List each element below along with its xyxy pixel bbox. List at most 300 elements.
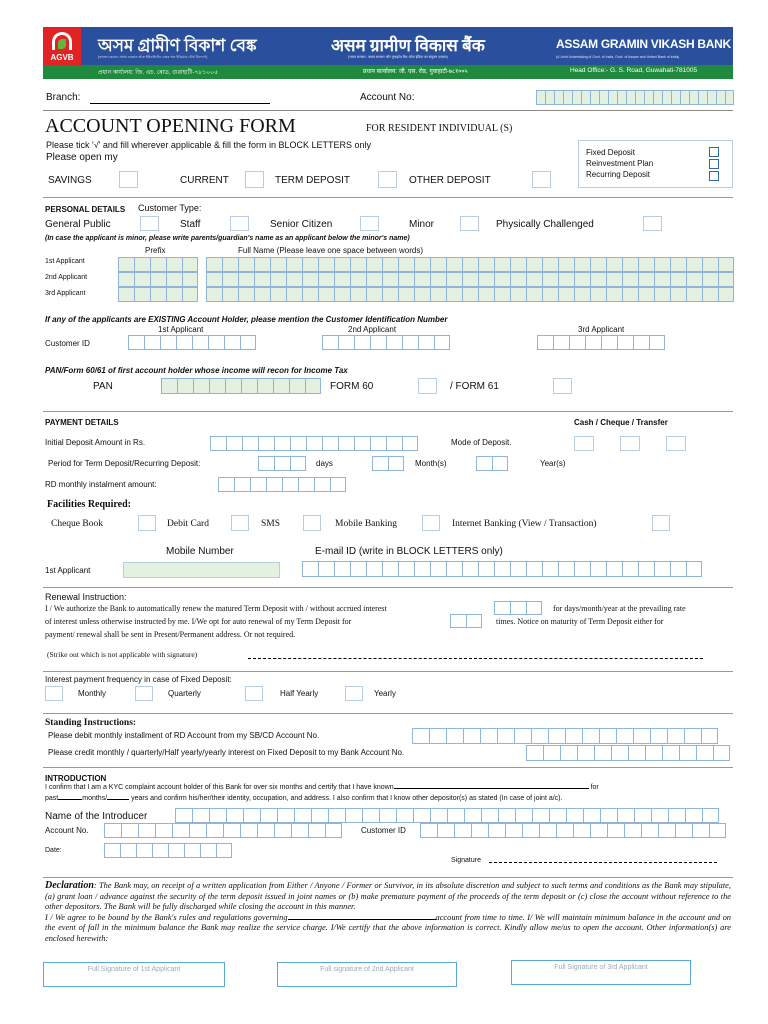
input-cell[interactable] — [418, 335, 434, 350]
customer-id-1[interactable] — [128, 335, 256, 350]
input-cell[interactable] — [702, 287, 718, 302]
input-cell[interactable] — [662, 745, 679, 761]
input-cell[interactable] — [160, 335, 176, 350]
input-cell[interactable] — [645, 745, 662, 761]
input-cell[interactable] — [193, 378, 209, 394]
input-cell[interactable] — [617, 335, 633, 350]
input-cell[interactable] — [414, 272, 430, 287]
period-years[interactable] — [476, 456, 508, 471]
customer-id-2[interactable] — [322, 335, 450, 350]
input-cell[interactable] — [311, 808, 328, 823]
input-cell[interactable] — [382, 287, 398, 302]
input-cell[interactable] — [134, 287, 150, 302]
input-cell[interactable] — [505, 823, 522, 838]
input-cell[interactable] — [543, 745, 560, 761]
input-cell[interactable] — [430, 808, 447, 823]
input-cell[interactable] — [208, 335, 224, 350]
general-public-checkbox[interactable] — [140, 216, 159, 231]
input-cell[interactable] — [226, 436, 242, 451]
input-cell[interactable] — [718, 272, 734, 287]
input-cell[interactable] — [314, 477, 330, 492]
input-cell[interactable] — [306, 436, 322, 451]
pan-field[interactable] — [161, 378, 321, 394]
input-cell[interactable] — [144, 335, 160, 350]
input-cell[interactable] — [668, 808, 685, 823]
input-cell[interactable] — [671, 90, 680, 105]
input-cell[interactable] — [539, 823, 556, 838]
input-cell[interactable] — [498, 808, 515, 823]
input-cell[interactable] — [573, 823, 590, 838]
input-cell[interactable] — [447, 808, 464, 823]
senior-citizen-checkbox[interactable] — [360, 216, 379, 231]
input-cell[interactable] — [670, 561, 686, 577]
fixed-deposit-checkbox[interactable] — [709, 147, 719, 157]
input-cell[interactable] — [446, 287, 462, 302]
input-cell[interactable] — [581, 90, 590, 105]
input-cell[interactable] — [334, 287, 350, 302]
input-cell[interactable] — [138, 823, 155, 838]
input-cell[interactable] — [684, 728, 701, 744]
input-cell[interactable] — [638, 561, 654, 577]
savings-checkbox[interactable] — [119, 171, 138, 188]
input-cell[interactable] — [718, 257, 734, 272]
input-cell[interactable] — [463, 728, 480, 744]
input-cell[interactable] — [510, 272, 526, 287]
input-cell[interactable] — [542, 287, 558, 302]
input-cell[interactable] — [556, 823, 573, 838]
input-cell[interactable] — [338, 436, 354, 451]
input-cell[interactable] — [585, 335, 601, 350]
input-cell[interactable] — [270, 257, 286, 272]
input-cell[interactable] — [166, 287, 182, 302]
reinvestment-checkbox[interactable] — [709, 159, 719, 169]
input-cell[interactable] — [446, 272, 462, 287]
input-cell[interactable] — [318, 561, 334, 577]
input-cell[interactable] — [420, 823, 437, 838]
input-cell[interactable] — [702, 272, 718, 287]
input-cell[interactable] — [318, 257, 334, 272]
input-cell[interactable] — [152, 843, 168, 858]
fd-credit-account-field[interactable] — [526, 745, 730, 761]
input-cell[interactable] — [622, 561, 638, 577]
input-cell[interactable] — [531, 728, 548, 744]
input-cell[interactable] — [430, 272, 446, 287]
input-cell[interactable] — [414, 257, 430, 272]
minor-checkbox[interactable] — [460, 216, 479, 231]
input-cell[interactable] — [635, 90, 644, 105]
input-cell[interactable] — [308, 823, 325, 838]
input-cell[interactable] — [298, 477, 314, 492]
input-cell[interactable] — [294, 808, 311, 823]
debit-card-checkbox[interactable] — [231, 515, 249, 531]
input-cell[interactable] — [273, 378, 289, 394]
input-cell[interactable] — [654, 257, 670, 272]
renewal-times-field[interactable] — [450, 614, 482, 628]
input-cell[interactable] — [254, 272, 270, 287]
input-cell[interactable] — [177, 378, 193, 394]
renewal-period-field[interactable] — [494, 601, 542, 615]
input-cell[interactable] — [662, 90, 671, 105]
input-cell[interactable] — [522, 823, 539, 838]
input-cell[interactable] — [494, 272, 510, 287]
input-cell[interactable] — [206, 257, 222, 272]
input-cell[interactable] — [622, 287, 638, 302]
input-cell[interactable] — [649, 335, 665, 350]
mobile-banking-checkbox[interactable] — [422, 515, 440, 531]
input-cell[interactable] — [624, 823, 641, 838]
input-cell[interactable] — [680, 90, 689, 105]
input-cell[interactable] — [104, 823, 121, 838]
input-cell[interactable] — [222, 287, 238, 302]
input-cell[interactable] — [350, 561, 366, 577]
prefix-row-1[interactable] — [118, 257, 198, 272]
input-cell[interactable] — [134, 257, 150, 272]
input-cell[interactable] — [274, 436, 290, 451]
strike-signature-line[interactable] — [248, 658, 703, 659]
input-cell[interactable] — [608, 90, 617, 105]
input-cell[interactable] — [388, 456, 404, 471]
input-cell[interactable] — [510, 561, 526, 577]
input-cell[interactable] — [725, 90, 734, 105]
input-cell[interactable] — [545, 90, 554, 105]
input-cell[interactable] — [626, 90, 635, 105]
input-cell[interactable] — [583, 808, 600, 823]
input-cell[interactable] — [398, 561, 414, 577]
input-cell[interactable] — [362, 808, 379, 823]
input-cell[interactable] — [594, 745, 611, 761]
input-cell[interactable] — [277, 808, 294, 823]
input-cell[interactable] — [558, 287, 574, 302]
input-cell[interactable] — [260, 808, 277, 823]
mode-cash-box[interactable] — [574, 436, 594, 451]
account-no-field[interactable] — [536, 90, 734, 105]
input-cell[interactable] — [577, 745, 594, 761]
input-cell[interactable] — [382, 272, 398, 287]
input-cell[interactable] — [412, 728, 429, 744]
input-cell[interactable] — [572, 90, 581, 105]
input-cell[interactable] — [590, 90, 599, 105]
input-cell[interactable] — [274, 456, 290, 471]
input-cell[interactable] — [462, 287, 478, 302]
input-cell[interactable] — [270, 287, 286, 302]
input-cell[interactable] — [565, 728, 582, 744]
input-cell[interactable] — [617, 90, 626, 105]
input-cell[interactable] — [481, 808, 498, 823]
input-cell[interactable] — [686, 287, 702, 302]
input-cell[interactable] — [600, 808, 617, 823]
input-cell[interactable] — [274, 823, 291, 838]
input-cell[interactable] — [305, 378, 321, 394]
input-cell[interactable] — [372, 456, 388, 471]
input-cell[interactable] — [182, 257, 198, 272]
introducer-name-field[interactable] — [175, 808, 719, 823]
form60-checkbox[interactable] — [418, 378, 437, 394]
input-cell[interactable] — [611, 745, 628, 761]
mode-transfer-box[interactable] — [666, 436, 686, 451]
input-cell[interactable] — [606, 561, 622, 577]
input-cell[interactable] — [398, 287, 414, 302]
input-cell[interactable] — [654, 287, 670, 302]
input-cell[interactable] — [257, 823, 274, 838]
prefix-row-3[interactable] — [118, 287, 198, 302]
input-cell[interactable] — [478, 287, 494, 302]
input-cell[interactable] — [476, 456, 492, 471]
input-cell[interactable] — [206, 823, 223, 838]
input-cell[interactable] — [526, 561, 542, 577]
input-cell[interactable] — [590, 272, 606, 287]
input-cell[interactable] — [606, 287, 622, 302]
input-cell[interactable] — [560, 745, 577, 761]
input-cell[interactable] — [638, 257, 654, 272]
input-cell[interactable] — [258, 456, 274, 471]
input-cell[interactable] — [266, 477, 282, 492]
input-cell[interactable] — [462, 272, 478, 287]
input-cell[interactable] — [702, 808, 719, 823]
input-cell[interactable] — [494, 257, 510, 272]
input-cell[interactable] — [622, 272, 638, 287]
input-cell[interactable] — [510, 601, 526, 615]
input-cell[interactable] — [330, 477, 346, 492]
input-cell[interactable] — [350, 287, 366, 302]
input-cell[interactable] — [318, 272, 334, 287]
input-cell[interactable] — [478, 257, 494, 272]
introducer-signature-line[interactable] — [489, 862, 717, 863]
input-cell[interactable] — [542, 257, 558, 272]
input-cell[interactable] — [685, 808, 702, 823]
signature-applicant-3[interactable]: Full Signature of 3rd Applicant — [511, 960, 691, 985]
input-cell[interactable] — [206, 272, 222, 287]
input-cell[interactable] — [161, 378, 177, 394]
input-cell[interactable] — [478, 561, 494, 577]
input-cell[interactable] — [696, 745, 713, 761]
input-cell[interactable] — [238, 257, 254, 272]
input-cell[interactable] — [446, 257, 462, 272]
input-cell[interactable] — [574, 257, 590, 272]
input-cell[interactable] — [434, 335, 450, 350]
input-cell[interactable] — [606, 257, 622, 272]
input-cell[interactable] — [542, 272, 558, 287]
input-cell[interactable] — [254, 287, 270, 302]
input-cell[interactable] — [366, 272, 382, 287]
input-cell[interactable] — [150, 272, 166, 287]
input-cell[interactable] — [322, 436, 338, 451]
input-cell[interactable] — [325, 823, 342, 838]
input-cell[interactable] — [414, 287, 430, 302]
input-cell[interactable] — [328, 808, 345, 823]
input-cell[interactable] — [322, 335, 338, 350]
input-cell[interactable] — [510, 257, 526, 272]
full-name-row-1[interactable] — [206, 257, 734, 272]
form61-checkbox[interactable] — [553, 378, 572, 394]
input-cell[interactable] — [563, 90, 572, 105]
input-cell[interactable] — [471, 823, 488, 838]
input-cell[interactable] — [670, 257, 686, 272]
input-cell[interactable] — [537, 335, 553, 350]
input-cell[interactable] — [222, 257, 238, 272]
input-cell[interactable] — [514, 728, 531, 744]
input-cell[interactable] — [345, 808, 362, 823]
input-cell[interactable] — [206, 287, 222, 302]
input-cell[interactable] — [302, 561, 318, 577]
input-cell[interactable] — [658, 823, 675, 838]
input-cell[interactable] — [622, 257, 638, 272]
input-cell[interactable] — [155, 823, 172, 838]
input-cell[interactable] — [526, 287, 542, 302]
input-cell[interactable] — [494, 287, 510, 302]
sms-checkbox[interactable] — [303, 515, 321, 531]
input-cell[interactable] — [290, 436, 306, 451]
input-cell[interactable] — [450, 614, 466, 628]
input-cell[interactable] — [651, 808, 668, 823]
input-cell[interactable] — [182, 287, 198, 302]
input-cell[interactable] — [222, 272, 238, 287]
input-cell[interactable] — [414, 561, 430, 577]
signature-applicant-2[interactable]: Full signature of 2nd Applicant — [277, 962, 457, 987]
input-cell[interactable] — [366, 561, 382, 577]
input-cell[interactable] — [150, 287, 166, 302]
input-cell[interactable] — [318, 287, 334, 302]
input-cell[interactable] — [590, 561, 606, 577]
input-cell[interactable] — [286, 257, 302, 272]
input-cell[interactable] — [638, 272, 654, 287]
input-cell[interactable] — [488, 823, 505, 838]
input-cell[interactable] — [679, 745, 696, 761]
input-cell[interactable] — [462, 561, 478, 577]
half-yearly-checkbox[interactable] — [245, 686, 263, 701]
input-cell[interactable] — [599, 728, 616, 744]
input-cell[interactable] — [216, 843, 232, 858]
input-cell[interactable] — [290, 456, 306, 471]
input-cell[interactable] — [515, 808, 532, 823]
input-cell[interactable] — [334, 257, 350, 272]
input-cell[interactable] — [238, 287, 254, 302]
input-cell[interactable] — [526, 745, 543, 761]
input-cell[interactable] — [166, 272, 182, 287]
input-cell[interactable] — [553, 335, 569, 350]
input-cell[interactable] — [446, 728, 463, 744]
input-cell[interactable] — [430, 561, 446, 577]
initial-deposit-field[interactable] — [210, 436, 418, 451]
input-cell[interactable] — [243, 808, 260, 823]
input-cell[interactable] — [134, 272, 150, 287]
input-cell[interactable] — [184, 843, 200, 858]
input-cell[interactable] — [176, 335, 192, 350]
period-months[interactable] — [372, 456, 404, 471]
cheque-book-checkbox[interactable] — [138, 515, 156, 531]
input-cell[interactable] — [192, 808, 209, 823]
input-cell[interactable] — [226, 808, 243, 823]
input-cell[interactable] — [366, 287, 382, 302]
input-cell[interactable] — [494, 601, 510, 615]
input-cell[interactable] — [370, 335, 386, 350]
input-cell[interactable] — [462, 257, 478, 272]
signature-applicant-1[interactable]: Full Signature of 1st Applicant — [43, 962, 225, 987]
input-cell[interactable] — [601, 335, 617, 350]
input-cell[interactable] — [542, 561, 558, 577]
physically-challenged-checkbox[interactable] — [643, 216, 662, 231]
input-cell[interactable] — [302, 287, 318, 302]
quarterly-checkbox[interactable] — [135, 686, 153, 701]
input-cell[interactable] — [634, 808, 651, 823]
input-cell[interactable] — [617, 808, 634, 823]
input-cell[interactable] — [118, 257, 134, 272]
input-cell[interactable] — [709, 823, 726, 838]
input-cell[interactable] — [558, 257, 574, 272]
input-cell[interactable] — [182, 272, 198, 287]
input-cell[interactable] — [291, 823, 308, 838]
email-field[interactable] — [302, 561, 702, 577]
input-cell[interactable] — [599, 90, 608, 105]
input-cell[interactable] — [250, 477, 266, 492]
input-cell[interactable] — [675, 823, 692, 838]
input-cell[interactable] — [225, 378, 241, 394]
input-cell[interactable] — [667, 728, 684, 744]
input-cell[interactable] — [128, 335, 144, 350]
input-cell[interactable] — [686, 561, 702, 577]
input-cell[interactable] — [302, 272, 318, 287]
introducer-account-field[interactable] — [104, 823, 342, 838]
input-cell[interactable] — [558, 561, 574, 577]
input-cell[interactable] — [641, 823, 658, 838]
input-cell[interactable] — [350, 257, 366, 272]
other-deposit-checkbox[interactable] — [532, 171, 551, 188]
input-cell[interactable] — [569, 335, 585, 350]
input-cell[interactable] — [379, 808, 396, 823]
input-cell[interactable] — [209, 378, 225, 394]
input-cell[interactable] — [497, 728, 514, 744]
term-deposit-checkbox[interactable] — [378, 171, 397, 188]
input-cell[interactable] — [644, 90, 653, 105]
input-cell[interactable] — [628, 745, 645, 761]
input-cell[interactable] — [554, 90, 563, 105]
prefix-row-2[interactable] — [118, 272, 198, 287]
input-cell[interactable] — [242, 436, 258, 451]
input-cell[interactable] — [429, 728, 446, 744]
input-cell[interactable] — [398, 272, 414, 287]
input-cell[interactable] — [698, 90, 707, 105]
input-cell[interactable] — [413, 808, 430, 823]
input-cell[interactable] — [590, 287, 606, 302]
input-cell[interactable] — [713, 745, 730, 761]
input-cell[interactable] — [510, 287, 526, 302]
input-cell[interactable] — [398, 257, 414, 272]
customer-id-3[interactable] — [537, 335, 665, 350]
input-cell[interactable] — [686, 257, 702, 272]
input-cell[interactable] — [716, 90, 725, 105]
input-cell[interactable] — [670, 287, 686, 302]
input-cell[interactable] — [466, 614, 482, 628]
rd-instalment-field[interactable] — [218, 477, 346, 492]
input-cell[interactable] — [692, 823, 709, 838]
input-cell[interactable] — [607, 823, 624, 838]
input-cell[interactable] — [689, 90, 698, 105]
current-checkbox[interactable] — [245, 171, 264, 188]
input-cell[interactable] — [286, 287, 302, 302]
input-cell[interactable] — [234, 477, 250, 492]
input-cell[interactable] — [286, 272, 302, 287]
input-cell[interactable] — [670, 272, 686, 287]
rd-debit-account-field[interactable] — [412, 728, 718, 744]
input-cell[interactable] — [574, 287, 590, 302]
input-cell[interactable] — [532, 808, 549, 823]
input-cell[interactable] — [654, 272, 670, 287]
branch-field[interactable] — [90, 103, 270, 104]
input-cell[interactable] — [633, 728, 650, 744]
input-cell[interactable] — [478, 272, 494, 287]
input-cell[interactable] — [120, 843, 136, 858]
input-cell[interactable] — [702, 257, 718, 272]
input-cell[interactable] — [590, 257, 606, 272]
